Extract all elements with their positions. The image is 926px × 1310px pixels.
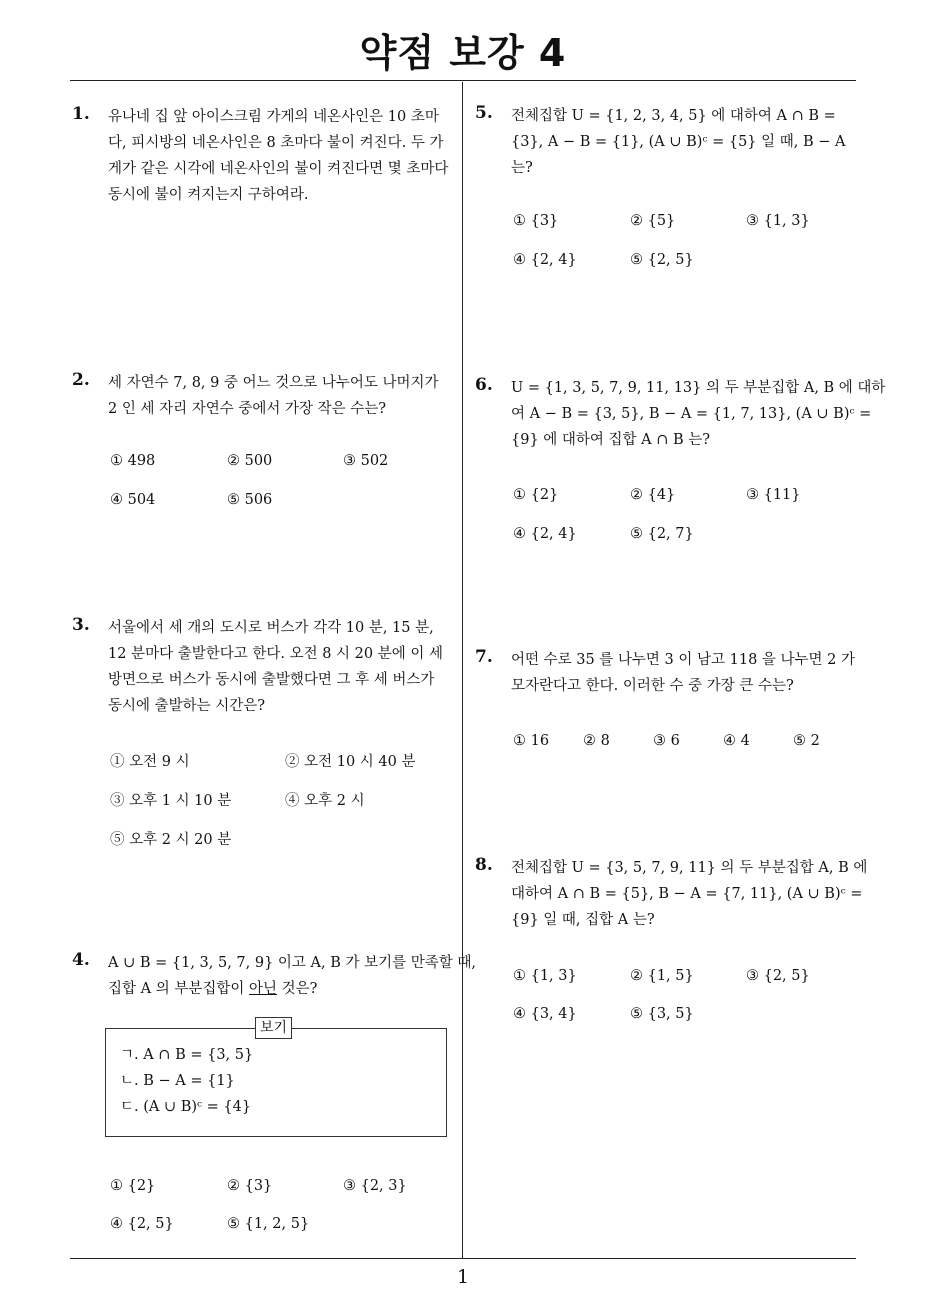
question-line: 어떤 수로 35 를 나누면 3 이 남고 118 을 나누면 2 가: [511, 652, 855, 668]
option-5[interactable]: ⑤ {2, 5}: [630, 252, 694, 268]
question-number: 7.: [475, 647, 493, 667]
question-text: [511, 103, 845, 181]
question-number: 5.: [475, 103, 493, 123]
question-line: 동시에 불이 켜지는지 구하여라.: [108, 187, 309, 203]
question-line: 2 인 세 자리 자연수 중에서 가장 작은 수는?: [108, 401, 386, 417]
option-2[interactable]: ② {3}: [227, 1178, 273, 1194]
option-5[interactable]: ⑤ {2, 7}: [630, 526, 694, 542]
question-number: 3.: [72, 615, 90, 635]
question-number: 1.: [72, 104, 90, 124]
question-line: 는?: [511, 160, 533, 176]
question-number: 2.: [72, 370, 90, 390]
question-line: 전체집합 U = {1, 2, 3, 4, 5} 에 대하여 A ∩ B =: [511, 108, 836, 124]
option-1[interactable]: ① 오전 9 시: [110, 754, 190, 770]
option-5[interactable]: ⑤ {1, 2, 5}: [227, 1216, 310, 1232]
underlined-word: 아닌: [248, 981, 277, 997]
top-rule: [70, 80, 856, 81]
option-4[interactable]: ④ 4: [723, 733, 750, 749]
question-line: 서울에서 세 개의 도시로 버스가 각각 10 분, 15 분,: [108, 620, 434, 636]
option-5[interactable]: ⑤ 2: [793, 733, 820, 749]
bogi-box: [105, 1028, 447, 1137]
option-2[interactable]: ② {1, 5}: [630, 968, 694, 984]
bogi-item: ㄷ. (A ∪ B)ᶜ = {4}: [120, 1099, 252, 1115]
option-2[interactable]: ② 8: [583, 733, 610, 749]
bogi-item: ㄴ. B − A = {1}: [120, 1073, 235, 1089]
question-line: {9} 에 대하여 집합 A ∩ B 는?: [511, 432, 711, 448]
option-1[interactable]: ① {3}: [513, 213, 559, 229]
page-number: 1: [456, 1266, 470, 1288]
question-number: 4.: [72, 950, 90, 970]
option-1[interactable]: ① {2}: [513, 487, 559, 503]
bogi-item: ㄱ. A ∩ B = {3, 5}: [120, 1047, 254, 1063]
question-line: 다, 피시방의 네온사인은 8 초마다 불이 켜진다. 두 가: [108, 135, 444, 151]
option-4[interactable]: ④ {2, 4}: [513, 252, 577, 268]
question-line: 유나네 집 앞 아이스크림 가게의 네온사인은 10 초마: [108, 109, 439, 125]
question-line: {3}, A − B = {1}, (A ∪ B)ᶜ = {5} 일 때, B − A: [511, 134, 846, 150]
page-title: 약점 보강 4: [359, 31, 567, 75]
option-5[interactable]: ⑤ 506: [227, 492, 273, 508]
option-2[interactable]: ② {4}: [630, 487, 676, 503]
question-text: [108, 950, 476, 1002]
question-line: 여 A − B = {3, 5}, B − A = {1, 7, 13}, (A ∪ B)ᶜ =: [511, 406, 872, 422]
option-3[interactable]: ③ {11}: [746, 487, 801, 503]
question-line: 동시에 출발하는 시간은?: [108, 698, 266, 714]
bottom-rule: [70, 1258, 856, 1259]
question-line: 게가 같은 시각에 네온사인의 불이 켜진다면 몇 초마다: [108, 161, 449, 177]
question-number: 8.: [475, 855, 493, 875]
column-divider: [462, 82, 463, 1258]
question-line: 세 자연수 7, 8, 9 중 어느 것으로 나누어도 나머지가: [108, 375, 439, 391]
option-3[interactable]: ③ 오후 1 시 10 분: [110, 793, 232, 809]
option-3[interactable]: ③ {2, 3}: [343, 1178, 407, 1194]
option-4[interactable]: ④ {3, 4}: [513, 1006, 577, 1022]
option-3[interactable]: ③ 6: [653, 733, 680, 749]
option-1[interactable]: ① {2}: [110, 1178, 156, 1194]
question-text: [108, 104, 448, 208]
option-2[interactable]: ② {5}: [630, 213, 676, 229]
question-line: {9} 일 때, 집합 A 는?: [511, 912, 655, 928]
question-line: 모자란다고 한다. 이러한 수 중 가장 큰 수는?: [511, 678, 794, 694]
option-2[interactable]: ② 500: [227, 453, 273, 469]
question-line: 대하여 A ∩ B = {5}, B − A = {7, 11}, (A ∪ B)ᶜ =: [511, 886, 863, 902]
option-2[interactable]: ② 오전 10 시 40 분: [285, 754, 416, 770]
option-4[interactable]: ④ 오후 2 시: [285, 793, 365, 809]
question-line-pre: 집합 A 의 부분집합이: [108, 981, 249, 997]
question-text: [511, 647, 855, 699]
bogi-label: 보기: [255, 1017, 292, 1039]
question-text: [511, 375, 885, 453]
option-4[interactable]: ④ {2, 5}: [110, 1216, 174, 1232]
question-line-post: 것은?: [276, 981, 318, 997]
question-line: 12 분마다 출발한다고 한다. 오전 8 시 20 분에 이 세: [108, 646, 443, 662]
option-3[interactable]: ③ {2, 5}: [746, 968, 810, 984]
question-text: [108, 615, 443, 719]
question-text: [511, 855, 867, 933]
option-1[interactable]: ① 16: [513, 733, 550, 749]
question-text: [108, 370, 439, 422]
question-line: 방면으로 버스가 동시에 출발했다면 그 후 세 버스가: [108, 672, 435, 688]
option-1[interactable]: ① 498: [110, 453, 156, 469]
question-line: [108, 976, 476, 1002]
question-line: A ∪ B = {1, 3, 5, 7, 9} 이고 A, B 가 보기를 만족할 때,: [108, 955, 476, 971]
option-3[interactable]: ③ 502: [343, 453, 389, 469]
option-5[interactable]: ⑤ {3, 5}: [630, 1006, 694, 1022]
option-5[interactable]: ⑤ 오후 2 시 20 분: [110, 832, 232, 848]
option-4[interactable]: ④ {2, 4}: [513, 526, 577, 542]
option-3[interactable]: ③ {1, 3}: [746, 213, 810, 229]
option-4[interactable]: ④ 504: [110, 492, 156, 508]
option-1[interactable]: ① {1, 3}: [513, 968, 577, 984]
question-number: 6.: [475, 375, 493, 395]
question-line: 전체집합 U = {3, 5, 7, 9, 11} 의 두 부분집합 A, B 에: [511, 860, 868, 876]
question-line: U = {1, 3, 5, 7, 9, 11, 13} 의 두 부분집합 A, B 에 대하: [511, 380, 886, 396]
